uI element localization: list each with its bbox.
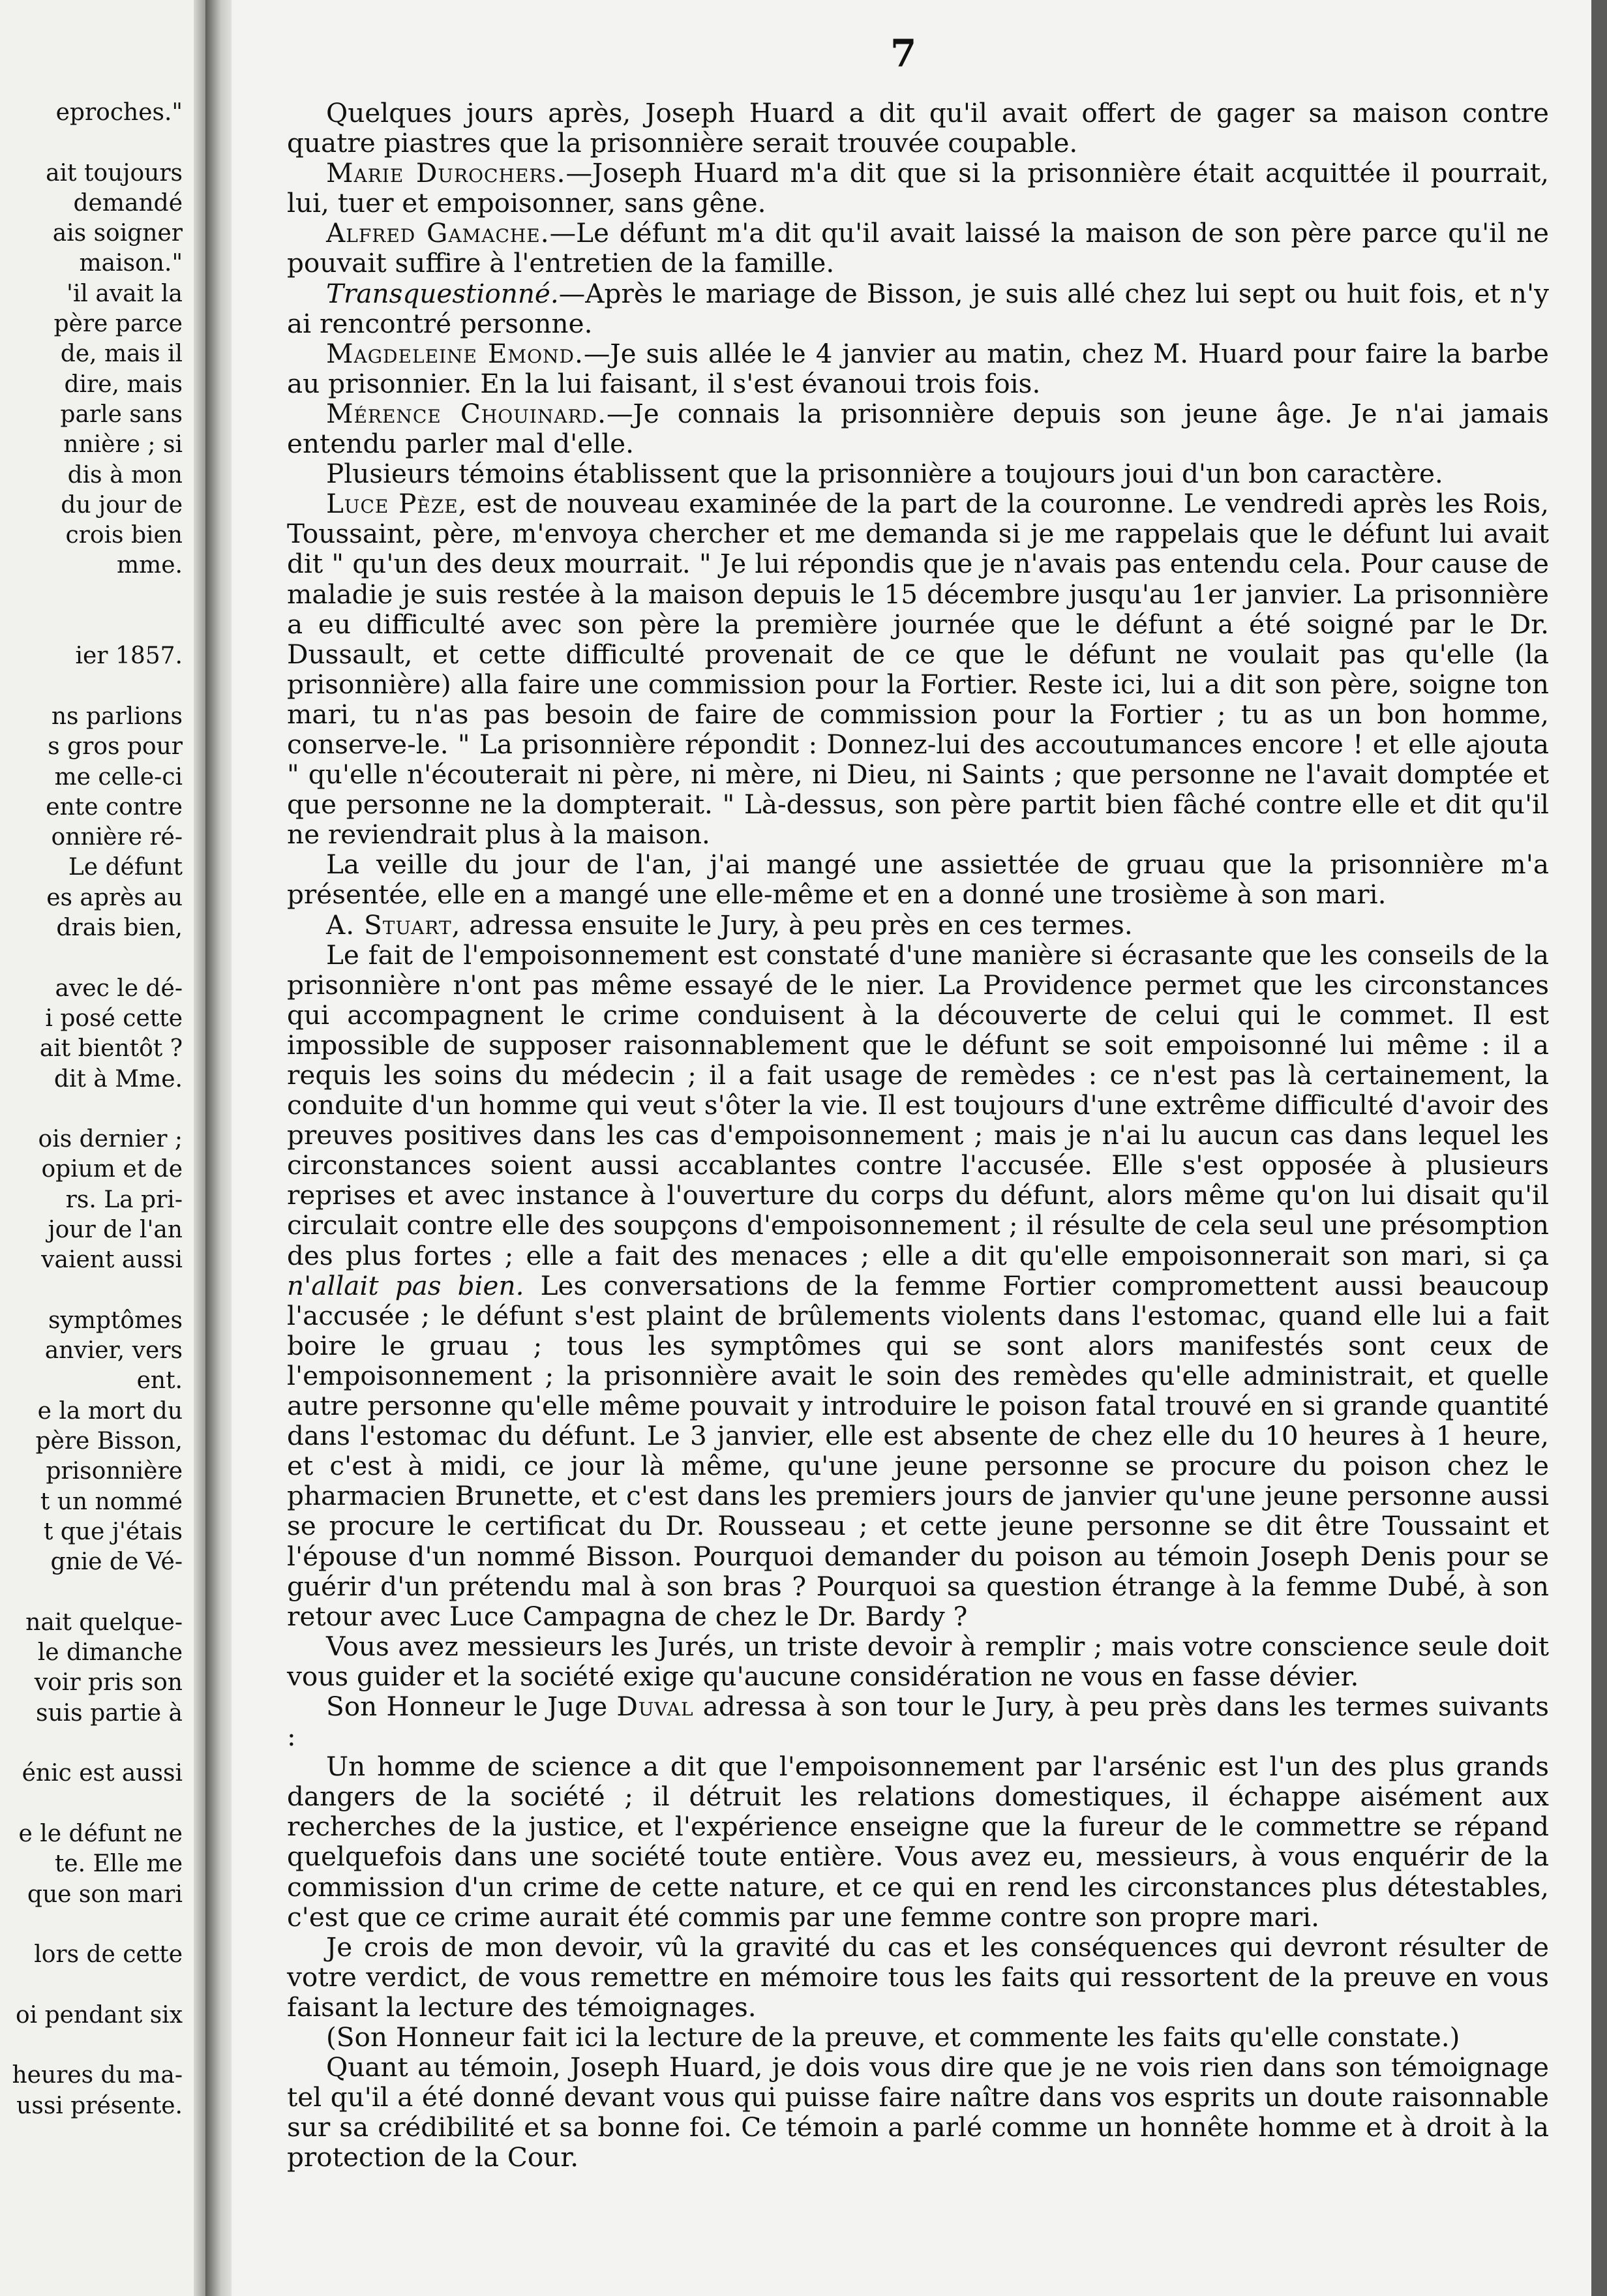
left-page-line: père Bisson, [35,1428,183,1455]
left-page-line: le dimanche [37,1639,183,1667]
testimony-text: —Je suis allée le 4 janvier au matin, chez M. Huard pour faire la barbe au prisonnier. En la lui faisant, il s'est évanoui trois fois. [287,337,1550,399]
left-page-line: s gros pour [48,733,183,761]
paragraph-stuart-address [287,910,1549,940]
left-page-line [0,581,183,611]
paragraph-testimony-durochers [287,158,1549,218]
left-page-line: ns parlions [51,702,183,730]
left-page-text-column [0,98,183,2121]
left-page-line: mme. [116,552,183,579]
left-page-line: dire, mais [64,370,183,398]
testimony-text: —Le défunt m'a dit qu'il avait laissé la maison de son père parce qu'il ne pouvait suffire à l'entretien de la famille. [287,217,1549,279]
testimony-text: —Après le mariage de Bisson, je suis allé chez lui sept ou huit fois, et n'y ai rencontré personne. [287,277,1549,339]
paragraph-judge-intro: Son Honneur le Juge Duval adressa à son tour le Jury, à peu près dans les termes suivants : [287,1690,1550,1753]
left-page-line: nnière ; si [63,431,183,459]
left-page-line [0,1970,183,2000]
left-page-line [0,128,183,158]
left-page-line: e la mort du [37,1397,183,1425]
left-page-line: nait quelque- [25,1609,183,1636]
testimony-text: —Je connais la prisonnière depuis son jeune âge. Je n'ai jamais entendu parler mal d'elle. [287,397,1550,460]
page-number: 7 [890,31,917,76]
paragraph-new-year-eve: La veille du jour de l'an, j'ai mangé une assiettée de gruau que la prisonnière m'a présentée, elle en a mangé une elle-même et en a donné une trosième à son mari. [287,849,1549,911]
address-text: adressa ensuite le Jury, à peu près en ces termes. [460,909,1133,941]
paragraph-testimony-chouinard [287,399,1549,459]
left-page-line: drais bien, [56,914,183,942]
paragraph-cross-examination [287,279,1549,339]
left-page-line: es après au [46,884,183,911]
left-page-line [0,611,183,641]
left-page-line: ait bientôt ? [39,1035,183,1063]
left-page-line: ait toujours [46,159,183,187]
witness-name: Alfred Gamache. [326,217,550,249]
left-page-line: dit à Mme. [53,1065,183,1093]
witness-name: Marie Durochers. [326,157,566,189]
left-page-line: Le défunt [68,854,183,881]
left-page-line: ussi présente. [16,2092,183,2119]
speaker-name: A. Stuart, [326,909,461,941]
left-page-line: gnie de Vé- [50,1548,183,1576]
left-page-line: e le défunt ne [18,1820,183,1847]
left-page-line [0,943,183,973]
cross-examination-label: Transquestionné. [326,277,559,309]
left-page-line: avec le dé- [55,974,183,1002]
left-page-line [0,1276,183,1306]
left-page-line: parle sans [60,400,183,428]
witness-name: Mérence Chouinard. [326,397,607,429]
left-page-line [0,1729,183,1759]
left-page-line: vaient aussi [41,1246,183,1274]
witness-name: Magdeleine Emond. [326,337,584,369]
left-page-line: de, mais il [60,340,183,368]
left-page-line: crois bien [65,522,183,549]
left-page-line: ente contre [46,793,183,821]
left-page-line: maison." [79,250,183,277]
left-page-line: jour de l'an [48,1216,183,1243]
paragraph-testimony-gamache [287,218,1549,278]
witness-name: Luce Pèze, [326,488,468,520]
right-page-text-column [287,98,1549,2172]
left-page-line: opium et de [41,1156,183,1183]
paragraph-character-witnesses: Plusieurs témoins établissent que la prisonnière a toujours joui d'un bon caractère. [326,458,1443,490]
left-page-line: t que j'étais [43,1518,183,1545]
left-page-line [0,1910,183,1940]
left-page-line: onnière ré- [51,824,183,851]
left-page-line: me celle-ci [54,763,183,791]
left-page-line: lors de cette [34,1941,183,1969]
left-page-line: prisonnière [46,1458,183,1485]
testimony-text: —Joseph Huard m'a dit que si la prisonnière était acquittée il pourrait, lui, tuer et empoisonner, sans gêne. [287,157,1549,219]
judge-name: Duval [616,1690,694,1722]
left-page-line: anvier, vers [44,1337,183,1365]
left-page-line: oi pendant six [15,2001,183,2029]
page-edge [1591,0,1607,2296]
left-page-line: père parce [53,310,183,338]
left-page-line: énic est aussi [22,1760,183,1787]
left-page-line: ois dernier ; [38,1126,183,1153]
paragraph-judge-arsenic: Un homme de science a dit que l'empoisonnement par l'arsénic est l'un des plus grands dangers de la société ; il détruit les relations domestiques, il échappe aisément aux recherches de la justice, et l'expérience enseigne que la fureur de le commettre se répand quelquefois dans une société toute entière. Vous avez eu, messieurs, à vous enquérir de la commission d'un crime de cette nature, et ce qui en rend les circonstances plus détestables, c'est que ce crime aurait été commis par une femme contre son propre mari. [287,1751,1549,1933]
left-page-line: ier 1857. [75,642,183,670]
paragraph-prosecution-argument: Le fait de l'empoisonnement est constaté d'une manière si écrasante que les conseils de la prisonnière n'ont pas même essayé de le nier. La Providence permet que les circonstances qui accompagnent le crime conduisent à la découverte de celui qui le commet. Il est impossible de supposer raisonnablement que le défunt se soit empoisonné lui même : il a requis les soins du médecin ; il a fait usage de remèdes : ce n'est pas là certainement, la conduite d'un homme qui veut s'ôter la vie. Il est toujours d'une extrême difficulté d'avoir des preuves positives dans les cas d'empoisonnement ; mais je n'ai lu aucun cas dans lequel les circonstances soient aussi accablantes contre l'accusée. Elle s'est opposée à plusieurs reprises et avec instance à l'ouverture du corps du défunt, alors même qu'on lui disait qu'il circulait contre elle des soupçons d'empoisonnement ; il résulte de cela seul une présomption des plus fortes ; elle a fait des menaces ; elle a dit qu'elle empoisonnerait son mari, si ça n'allait pas bien. Les conversations de la femme Fortier compromettent aussi beaucoup l'accusée ; le défunt s'est plaint de brûlements violents dans l'estomac, quand elle lui a fait boire le gruau ; tous les symptômes qui se sont alors manifestés sont ceux de l'empoisonnement ; la prisonnière avait le soin des remèdes qu'elle administrait, et quelle autre personne qu'elle même pouvait y introduire le poison fatal trouvé en si grande quantité dans l'estomac du défunt. Le 3 janvier, elle est absente de chez elle du 10 heures à 1 heure, et c'est à midi, ce jour là même, qu'une jeune personne se procure du poison chez le pharmacien Brunette, et c'est dans les premiers jours de janvier qu'une jeune personne aussi se procure le certificat du Dr. Rousseau ; et cette jeune personne se dit être Toussaint et l'épouse d'un nommé Bisson. Pourquoi demander du poison au témoin Joseph Denis pour se guérir d'un prétendu mal à son bras ? Pourquoi sa question étrange à la femme Dubé, à son retour avec Luce Campagna de chez le Dr. Bardy ? [287,939,1549,1632]
left-page-line: rs. La pri- [65,1186,183,1213]
left-page-line: symptômes [48,1307,183,1334]
left-page-line [0,1095,183,1125]
left-page-line: t un nommé [40,1488,183,1515]
left-page-line: que son mari [27,1881,183,1908]
left-page-line: te. Elle me [54,1850,183,1878]
paragraph-testimony-peze [287,489,1549,849]
left-page-line: ent. [136,1367,183,1395]
left-page-line [0,1789,183,1819]
paragraph-judge-reading: (Son Honneur fait ici la lecture de la preuve, et commente les faits qu'elle constate.) [326,2021,1460,2053]
italic-quote: n'allait pas bien. [287,1269,524,1301]
left-page-line [0,1578,183,1608]
left-page-line: suis partie à [36,1699,183,1727]
left-page-line: 'il avait la [66,280,183,307]
paragraph-judge-duty: Je crois de mon devoir, vû la gravité du cas et les conséquences qui devront résulter de votre verdict, de vous remettre en mémoire tous les faits qui ressortent de la preuve en vous faisant la lecture des témoignages. [287,1931,1549,2023]
left-page-line [0,2031,183,2061]
left-page-line: du jour de [61,491,183,519]
left-page-binding-shadow [194,0,205,2296]
paragraph-judge-witness: Quant au témoin, Joseph Huard, je dois vous dire que je ne vois rien dans son témoignage tel qu'il a été donné devant vous qui puisse faire naître dans vos esprits un doute raisonnable sur sa crédibilité et sa bonne foi. Ce témoin a parlé comme un honnête homme et à droit à la protection de la Cour. [287,2051,1549,2173]
paragraph-huard-wager: Quelques jours après, Joseph Huard a dit qu'il avait offert de gager sa maison contre quatre piastres que la prisonnière serait trouvée coupable. [287,97,1549,159]
left-page-line [0,672,183,702]
left-page-line: dis à mon [67,461,183,489]
paragraph-testimony-emond [287,339,1549,399]
left-page [0,0,205,2296]
testimony-text: est de nouveau examinée de la part de la couronne. Le vendredi après les Rois, Toussaint, père, m'envoya chercher et me demanda si je me rappelais que le défunt lui avait dit " qu'un des deux mourrait. " Je lui répondis que je n'avais pas entendu cela. Pour cause de maladie je suis restée à la maison depuis le 15 décembre jusqu'au 1er janvier. La prisonnière a eu difficulté avec son père la première journée que le défunt a été soigné par le Dr. Dussault, et cette difficulté provenait de ce que le défunt ne voulait pas qu'elle (la prisonnière) alla faire une commission pour la Fortier. Reste ici, lui a dit son père, soigne ton mari, tu n'as pas besoin de faire de commission pour la Fortier ; tu as un bon homme, conserve-le. " La prisonnière répondit : Donnez-lui des accoutumances encore ! et elle ajouta " qu'elle n'écouterait ni père, ni mère, ni Dieu, ni Saints ; que personne ne l'avait domptée et que personne ne la dompterait. " Là-dessus, son père partit bien fâché contre elle et dit qu'il ne reviendrait plus à la maison. [287,488,1549,851]
paragraph-jury-duty: Vous avez messieurs les Jurés, un triste devoir à remplir ; mais votre conscience seule doit vous guider et la société exige qu'aucune considération ne vous en fasse dévier. [287,1630,1549,1692]
left-page-line: demandé [73,189,183,217]
book-gutter [205,0,232,2296]
left-page-line: eproches." [55,99,183,126]
left-page-line: heures du ma- [12,2062,183,2089]
left-page-line: voir pris son [34,1669,183,1697]
left-page-line: ais soigner [52,220,183,247]
left-page-line: i posé cette [45,1004,183,1032]
